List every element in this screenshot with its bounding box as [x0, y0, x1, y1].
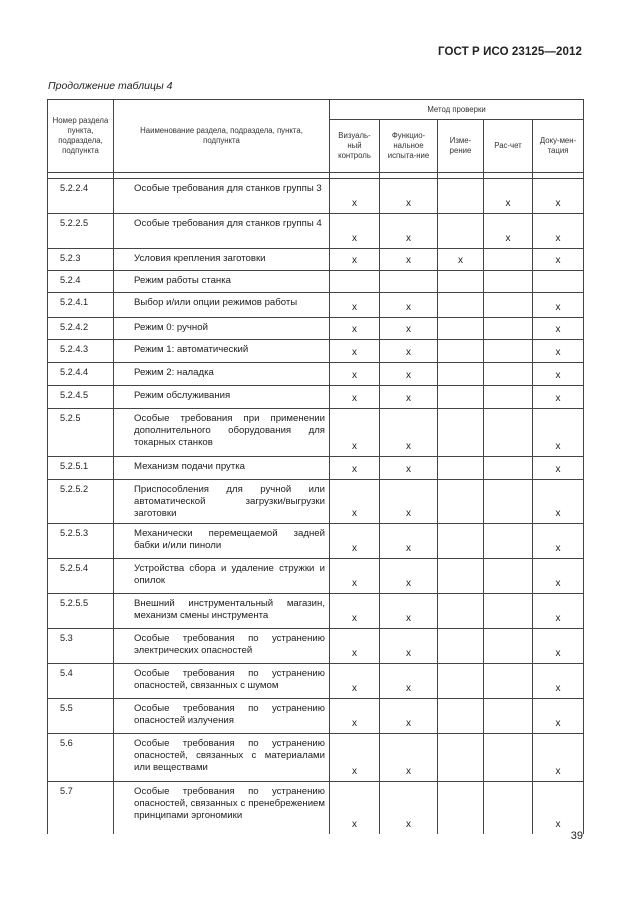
mark-documentation: x — [533, 559, 584, 594]
standard-code: ГОСТ Р ИСО 23125—2012 — [437, 46, 582, 58]
mark-visual: x — [330, 214, 380, 249]
mark-visual: x — [330, 386, 380, 409]
mark-documentation: x — [533, 179, 584, 214]
table-row — [48, 699, 584, 734]
table-row — [48, 363, 584, 386]
row-title: Режим 1: автоматический — [114, 340, 330, 363]
mark-documentation: x — [533, 699, 584, 734]
page-number: 39 — [570, 830, 583, 842]
mark-documentation: x — [533, 340, 584, 363]
mark-documentation: x — [533, 409, 584, 457]
mark-calculation — [484, 594, 533, 629]
table-row — [48, 524, 584, 559]
table-row — [48, 734, 584, 782]
mark-calculation — [484, 524, 533, 559]
table-row — [48, 293, 584, 318]
table-row — [48, 559, 584, 594]
mark-documentation: x — [533, 782, 584, 834]
mark-functional: x — [380, 559, 438, 594]
mark-calculation — [484, 318, 533, 340]
row-number: 5.7 — [48, 782, 114, 834]
table-row — [48, 457, 584, 480]
mark-calculation — [484, 340, 533, 363]
mark-visual: x — [330, 559, 380, 594]
row-number: 5.2.4.3 — [48, 340, 114, 363]
mark-functional: x — [380, 782, 438, 834]
mark-functional: x — [380, 293, 438, 318]
mark-measurement — [438, 386, 484, 409]
mark-functional — [380, 271, 438, 293]
mark-measurement — [438, 293, 484, 318]
mark-documentation: x — [533, 734, 584, 782]
mark-measurement — [438, 214, 484, 249]
row-title: Механически перемещаемой задней бабки и/или пиноли — [114, 524, 330, 559]
mark-measurement — [438, 340, 484, 363]
row-number: 5.2.2.5 — [48, 214, 114, 249]
table-row — [48, 318, 584, 340]
row-number: 5.2.5.3 — [48, 524, 114, 559]
mark-calculation — [484, 629, 533, 664]
mark-visual: x — [330, 457, 380, 480]
mark-visual: x — [330, 293, 380, 318]
mark-visual: x — [330, 734, 380, 782]
mark-documentation: x — [533, 480, 584, 524]
mark-measurement — [438, 559, 484, 594]
mark-visual: x — [330, 480, 380, 524]
row-title: Режим 0: ручной — [114, 318, 330, 340]
mark-calculation — [484, 699, 533, 734]
mark-measurement — [438, 782, 484, 834]
mark-visual: x — [330, 699, 380, 734]
mark-calculation — [484, 293, 533, 318]
row-number: 5.2.5.1 — [48, 457, 114, 480]
row-title: Особые требования по устранению опасностей, связанных с пренебрежением принципами эргономики — [114, 782, 330, 834]
mark-measurement — [438, 524, 484, 559]
mark-calculation — [484, 734, 533, 782]
mark-measurement — [438, 664, 484, 699]
mark-documentation: x — [533, 629, 584, 664]
header-title: Наименование раздела, подраздела, пункта, подпункта — [114, 100, 330, 173]
mark-visual: x — [330, 782, 380, 834]
row-number: 5.2.4.1 — [48, 293, 114, 318]
mark-functional: x — [380, 318, 438, 340]
verification-table — [47, 99, 584, 834]
mark-visual: x — [330, 664, 380, 699]
mark-functional: x — [380, 480, 438, 524]
header-method-measurement: Изме-рение — [438, 120, 484, 173]
mark-measurement: x — [438, 249, 484, 271]
mark-documentation: x — [533, 249, 584, 271]
row-title: Особые требования для станков группы 4 — [114, 214, 330, 249]
mark-functional: x — [380, 179, 438, 214]
row-title: Условия крепления заготовки — [114, 249, 330, 271]
mark-visual: x — [330, 594, 380, 629]
row-number: 5.2.4.5 — [48, 386, 114, 409]
mark-measurement — [438, 409, 484, 457]
row-number: 5.6 — [48, 734, 114, 782]
mark-calculation — [484, 386, 533, 409]
header-method-functional: Функцио-нальное испыта-ние — [380, 120, 438, 173]
row-number: 5.3 — [48, 629, 114, 664]
mark-functional: x — [380, 524, 438, 559]
mark-measurement — [438, 457, 484, 480]
mark-functional: x — [380, 734, 438, 782]
row-number: 5.2.5 — [48, 409, 114, 457]
mark-functional: x — [380, 699, 438, 734]
mark-documentation: x — [533, 293, 584, 318]
row-number: 5.2.4.2 — [48, 318, 114, 340]
mark-visual — [330, 271, 380, 293]
row-number: 5.2.4.4 — [48, 363, 114, 386]
mark-visual: x — [330, 179, 380, 214]
table-caption: Продолжение таблицы 4 — [48, 80, 173, 92]
row-title: Особые требования при применении дополнительного оборудования для токарных станков — [114, 409, 330, 457]
row-title: Особые требования по устранению электрических опасностей — [114, 629, 330, 664]
mark-visual: x — [330, 409, 380, 457]
mark-functional: x — [380, 214, 438, 249]
row-number: 5.2.3 — [48, 249, 114, 271]
table-row — [48, 664, 584, 699]
mark-visual: x — [330, 524, 380, 559]
row-title: Механизм подачи прутка — [114, 457, 330, 480]
mark-calculation — [484, 480, 533, 524]
mark-measurement — [438, 699, 484, 734]
row-title: Выбор и/или опции режимов работы — [114, 293, 330, 318]
row-number: 5.2.5.4 — [48, 559, 114, 594]
mark-functional: x — [380, 386, 438, 409]
mark-calculation: x — [484, 179, 533, 214]
mark-documentation: x — [533, 457, 584, 480]
mark-visual: x — [330, 363, 380, 386]
row-number: 5.2.5.2 — [48, 480, 114, 524]
header-method-visual: Визуаль-ный контроль — [330, 120, 380, 173]
mark-documentation: x — [533, 594, 584, 629]
mark-functional: x — [380, 664, 438, 699]
row-number: 5.4 — [48, 664, 114, 699]
row-title: Приспособления для ручной или автоматической загрузки/выгрузки заготовки — [114, 480, 330, 524]
mark-documentation: x — [533, 664, 584, 699]
mark-documentation: x — [533, 524, 584, 559]
mark-documentation: x — [533, 214, 584, 249]
table-row — [48, 782, 584, 834]
table-row — [48, 271, 584, 293]
table-row — [48, 409, 584, 457]
mark-documentation: x — [533, 386, 584, 409]
mark-functional: x — [380, 409, 438, 457]
mark-calculation — [484, 782, 533, 834]
mark-measurement — [438, 318, 484, 340]
mark-documentation — [533, 271, 584, 293]
mark-functional: x — [380, 249, 438, 271]
table-row — [48, 629, 584, 664]
mark-calculation — [484, 249, 533, 271]
table-row — [48, 386, 584, 409]
mark-functional: x — [380, 629, 438, 664]
mark-documentation: x — [533, 318, 584, 340]
row-title: Особые требования для станков группы 3 — [114, 179, 330, 214]
mark-visual: x — [330, 340, 380, 363]
row-title: Режим работы станка — [114, 271, 330, 293]
mark-measurement — [438, 480, 484, 524]
row-number: 5.5 — [48, 699, 114, 734]
mark-measurement — [438, 363, 484, 386]
header-method-calculation: Рас-чет — [484, 120, 533, 173]
table-row — [48, 480, 584, 524]
mark-measurement — [438, 594, 484, 629]
table-row — [48, 214, 584, 249]
table-row — [48, 179, 584, 214]
table-row — [48, 249, 584, 271]
mark-calculation — [484, 409, 533, 457]
mark-measurement — [438, 629, 484, 664]
mark-visual: x — [330, 629, 380, 664]
mark-calculation: x — [484, 214, 533, 249]
mark-calculation — [484, 363, 533, 386]
row-title: Особые требования по устранению опасностей, связанных с шумом — [114, 664, 330, 699]
row-title: Внешний инструментальный магазин, механизм смены инструмента — [114, 594, 330, 629]
mark-calculation — [484, 664, 533, 699]
row-number: 5.2.4 — [48, 271, 114, 293]
header-method-documentation: Доку-мен-тация — [533, 120, 584, 173]
row-title: Режим обслуживания — [114, 386, 330, 409]
mark-visual: x — [330, 249, 380, 271]
row-title: Особые требования по устранению опасностей излучения — [114, 699, 330, 734]
row-title: Устройства сбора и удаление стружки и опилок — [114, 559, 330, 594]
mark-calculation — [484, 271, 533, 293]
mark-measurement — [438, 271, 484, 293]
header-method: Метод проверки — [330, 100, 584, 120]
mark-functional: x — [380, 594, 438, 629]
row-title: Особые требования по устранению опасностей, связанных с материалами или веществами — [114, 734, 330, 782]
mark-measurement — [438, 179, 484, 214]
mark-functional: x — [380, 340, 438, 363]
header-number: Номер раздела пункта, подраздела, подпункта — [48, 100, 114, 173]
mark-documentation: x — [533, 363, 584, 386]
mark-functional: x — [380, 457, 438, 480]
row-title: Режим 2: наладка — [114, 363, 330, 386]
mark-visual: x — [330, 318, 380, 340]
mark-functional: x — [380, 363, 438, 386]
row-number: 5.2.5.5 — [48, 594, 114, 629]
table-row — [48, 594, 584, 629]
mark-measurement — [438, 734, 484, 782]
mark-calculation — [484, 559, 533, 594]
table-row — [48, 340, 584, 363]
mark-calculation — [484, 457, 533, 480]
row-number: 5.2.2.4 — [48, 179, 114, 214]
